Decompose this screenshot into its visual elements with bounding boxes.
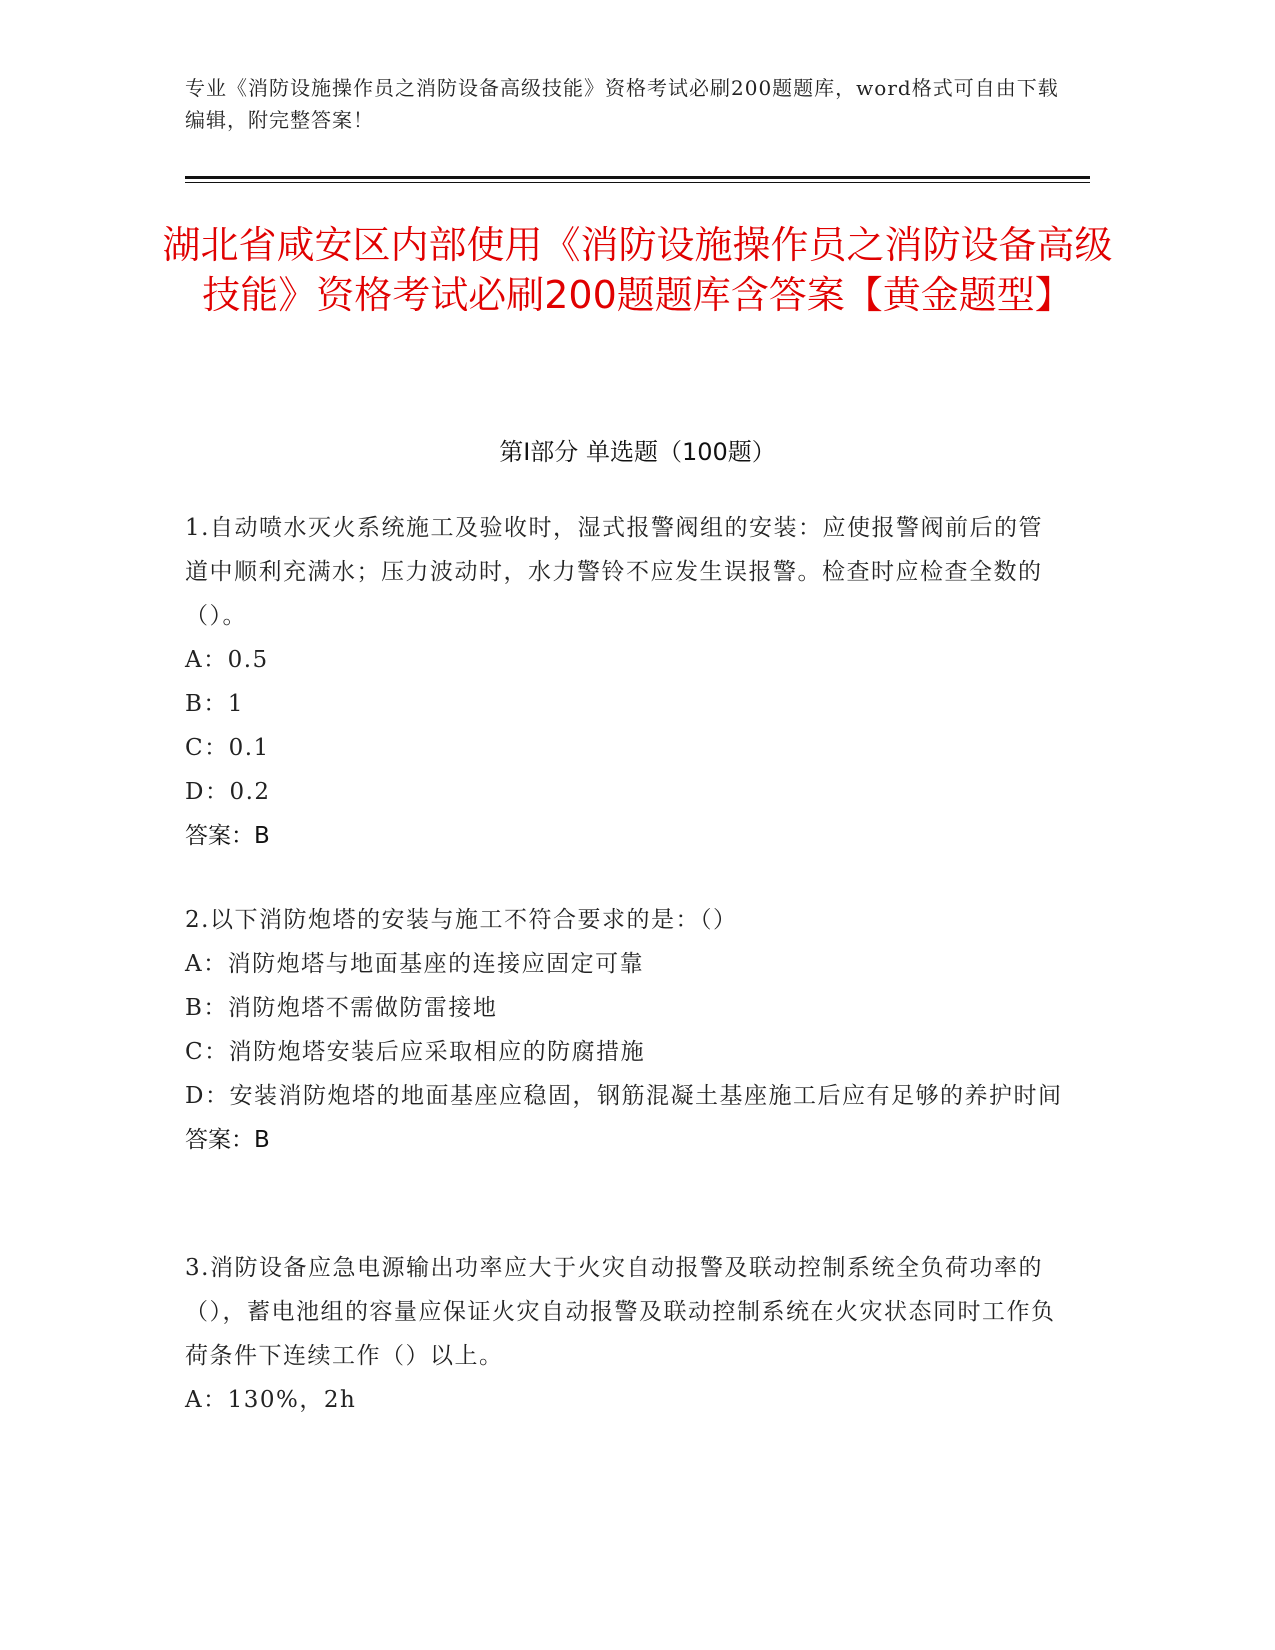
section-title: 第I部分 单选题（100题） <box>499 438 776 466</box>
option-b: B：消防炮塔不需做防雷接地 <box>185 995 498 1021</box>
option-a: A：消防炮塔与地面基座的连接应固定可靠 <box>185 951 645 977</box>
question-stem: 3.消防设备应急电源输出功率应大于火灾自动报警及联动控制系统全负荷功率的（），蓄电池组的容量应保证火灾自动报警及联动控制系统在火灾状态同时工作负荷条件下连续工作（）以上。 <box>185 1255 1056 1369</box>
option-d: D：安装消防炮塔的地面基座应稳固，钢筋混凝土基座施工后应有足够的养护时间 <box>185 1083 1063 1109</box>
document-title: 湖北省咸安区内部使用《消防设施操作员之消防设备高级技能》资格考试必刷200题题库含答案【黄金题型】 <box>162 223 1113 317</box>
question-1 <box>185 506 1065 858</box>
question-stem: 1.自动喷水灭火系统施工及验收时，湿式报警阀组的安装：应使报警阀前后的管道中顺利充满水；压力波动时，水力警铃不应发生误报警。检查时应检查全数的（）。 <box>185 515 1043 629</box>
question-stem: 2.以下消防炮塔的安装与施工不符合要求的是：（） <box>185 907 738 933</box>
option-d: D：0.2 <box>185 779 271 805</box>
option-c: C：消防炮塔安装后应采取相应的防腐措施 <box>185 1039 646 1065</box>
answer: 答案：B <box>185 823 270 849</box>
header-divider-thin <box>185 182 1090 183</box>
header-note: 专业《消防设施操作员之消防设备高级技能》资格考试必刷200题题库，word格式可自由下载编辑，附完整答案！ <box>185 76 1059 132</box>
question-3 <box>185 1246 1065 1422</box>
option-a: A：0.5 <box>185 647 269 673</box>
option-a: A：130%，2h <box>185 1387 357 1413</box>
answer: 答案：B <box>185 1127 270 1153</box>
option-c: C：0.1 <box>185 735 270 761</box>
header-divider-thick <box>185 176 1090 179</box>
question-2 <box>185 898 1065 1162</box>
option-b: B：1 <box>185 691 245 717</box>
